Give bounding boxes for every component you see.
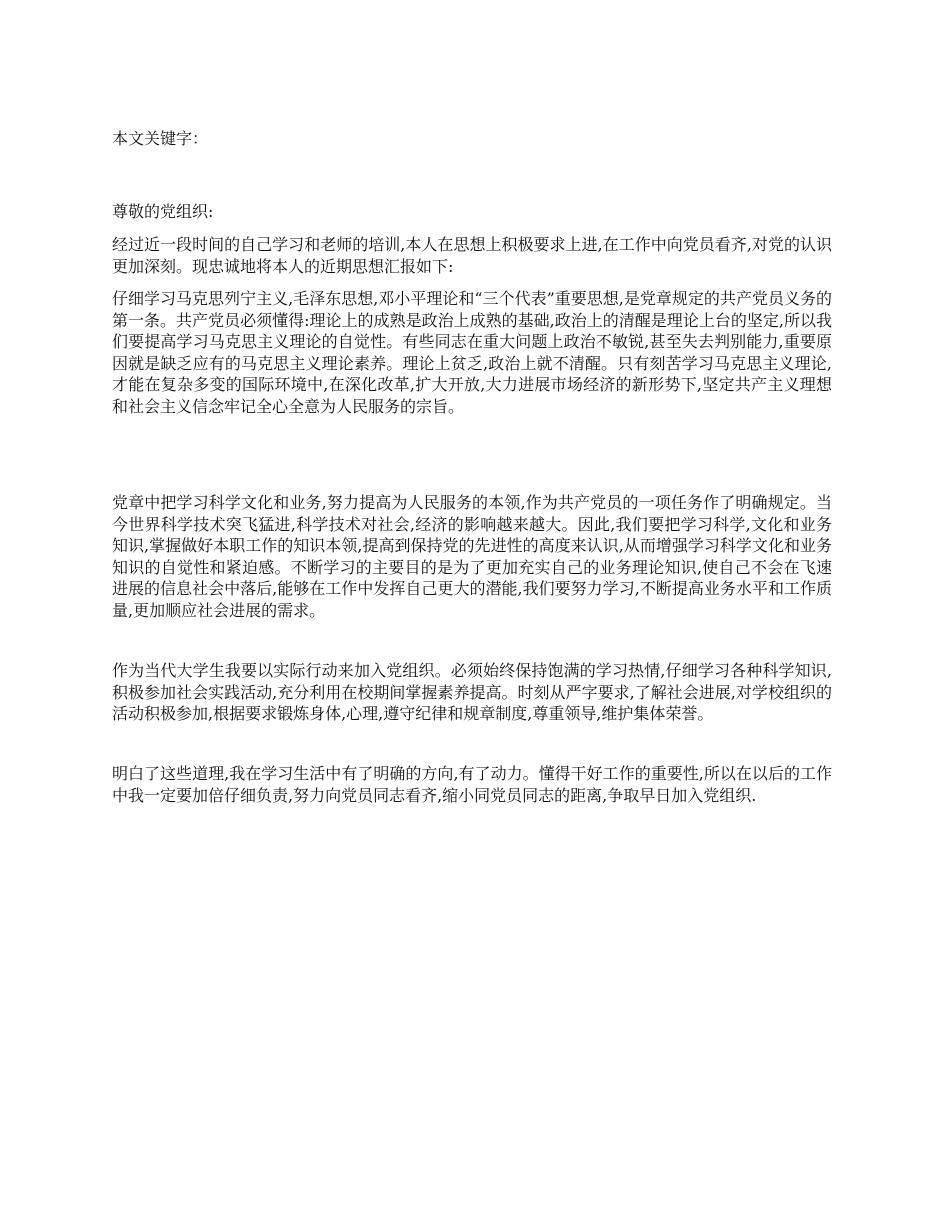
- keywords-label: 本文关键字：: [112, 129, 209, 148]
- paragraph-conclusion: 明白了这些道理,我在学习生活中有了明确的方向,有了动力。懂得干好工作的重要性,所以在以后的工作中我一定要加倍仔细负责,努力向党员同志看齐,缩小同党员同志的距离,争取早日加入党组织.: [112, 764, 832, 805]
- paragraph-theory: 仔细学习马克思列宁主义,毛泽东思想,邓小平理论和“三个代表”重要思想,是党章规定的共产党员义务的第一条。共产党员必须懂得:理论上的成熟是政治上成熟的基础,政治上的清醒是理论上台的坚定,所以我们要提高学习马克思主义理论的自觉性。有些同志在重大问题上政治不敏锐,甚至失去判别能力,重要原因就是缺乏应有的马克思主义理论素养。理论上贫乏,政治上就不清醒。只有刻苦学习马克思主义理论,才能在复杂多变的国际环境中,在深化改革,扩大开放,大力进展市场经济的新形势下,坚定共产主义理想和社会主义信念牢记全心全意为人民服务的宗旨。: [112, 289, 832, 416]
- paragraph-intro: 经过近一段时间的自己学习和老师的培训,本人在思想上积极要求上进,在工作中向党员看齐,对党的认识更加深刻。现忠诚地将本人的近期思想汇报如下:: [112, 235, 832, 276]
- salutation: 尊敬的党组织:: [112, 202, 214, 221]
- paragraph-student: 作为当代大学生我要以实际行动来加入党组织。必须始终保持饱满的学习热情,仔细学习各种科学知识,积极参加社会实践活动,充分利用在校期间掌握素养提高。时刻从严字要求,了解社会进展,对学校组织的活动积极参加,根据要求锻炼身体,心理,遵守纪律和规章制度,尊重领导,维护集体荣誉。: [112, 661, 832, 723]
- paragraph-culture: 党章中把学习科学文化和业务,努力提高为人民服务的本领,作为共产党员的一项任务作了明确规定。当今世界科学技术突飞猛进,科学技术对社会,经济的影响越来越大。因此,我们要把学习科学,文化和业务知识,掌握做好本职工作的知识本领,提高到保持党的先进性的高度来认识,从而增强学习科学文化和业务知识的自觉性和紧迫感。不断学习的主要目的是为了更加充实自己的业务理论知识,使自己不会在飞速进展的信息社会中落后,能够在工作中发挥自己更大的潜能,我们要努力学习,不断提高业务水平和工作质量,更加顺应社会进展的需求。: [112, 493, 832, 620]
